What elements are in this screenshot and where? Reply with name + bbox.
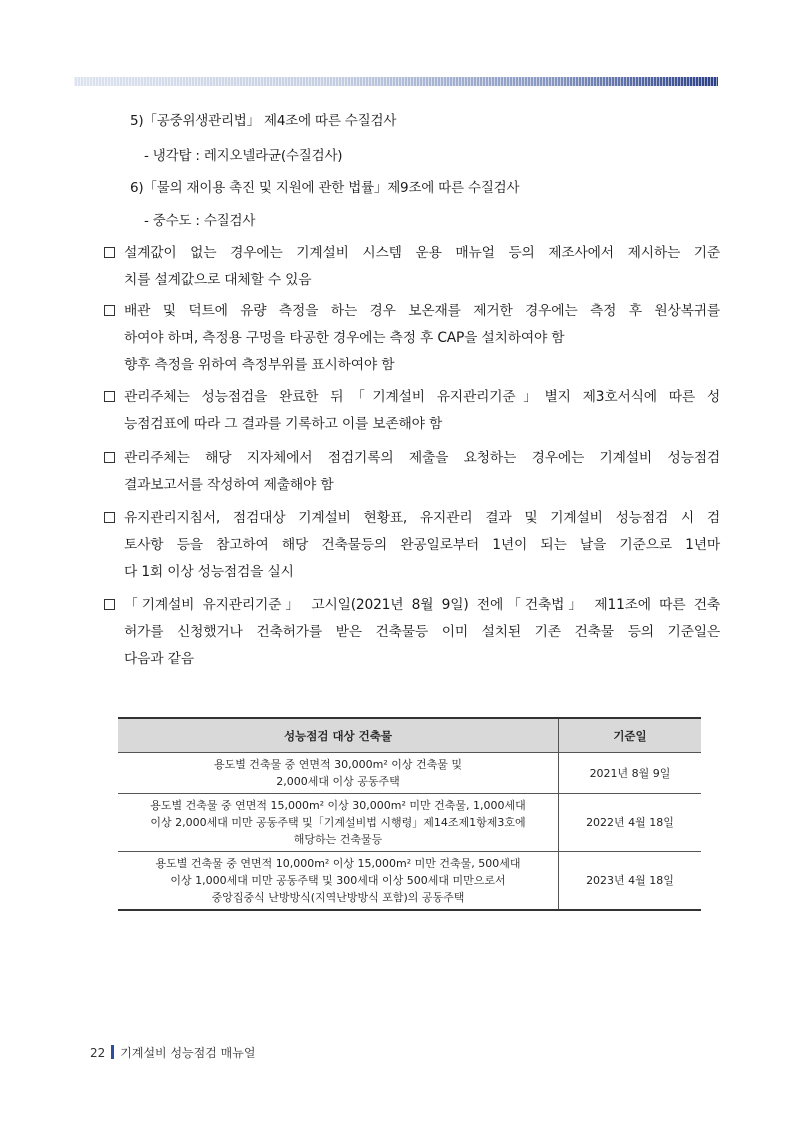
row-date: 2022년 4월 18일 [559, 794, 702, 852]
row-description [118, 753, 559, 794]
checkbox-square-icon [104, 512, 115, 523]
paragraph-line: 허가를 신청했거나 건축허가를 받은 건축물등 이미 설치된 기존 건축물 등의 기준일은 [124, 624, 720, 640]
paragraph-line: 하여야 하며, 측정용 구멍을 타공한 경우에는 측정 후 CAP을 설치하여야 함 [124, 330, 565, 346]
desc-line: 이상 1,000세대 미만 공동주택 및 300세대 이상 500세대 미만으로서 [170, 874, 506, 887]
desc-line: 용도별 건축물 중 연면적 30,000m² 이상 건축물 및 [213, 758, 463, 771]
paragraph-line: 다음과 같음 [124, 651, 194, 667]
paragraph-line: 치를 설계값으로 대체할 수 있음 [124, 272, 312, 288]
desc-line: 2,000세대 이상 공동주택 [276, 775, 400, 788]
paragraph-line: 토사항 등을 참고하여 해당 건축물등의 완공일로부터 1년이 되는 날을 기준으로 1년마 [124, 537, 720, 553]
table-row [118, 794, 701, 852]
checkbox-square-icon [104, 305, 115, 316]
paragraph-line: 향후 측정을 위하여 측정부위를 표시하여야 함 [124, 357, 395, 373]
checkbox-square-icon [104, 599, 115, 610]
paragraph-line: 결과보고서를 작성하여 제출해야 함 [124, 477, 334, 493]
table-header-row [118, 718, 701, 753]
row-date: 2023년 4월 18일 [559, 852, 702, 911]
paragraph-line: 배관 및 덕트에 유량 측정을 하는 경우 보온재를 제거한 경우에는 측정 후 원상복귀를 [124, 303, 720, 319]
table-row [118, 753, 701, 794]
paragraph-line: 관리주체는 해당 지자체에서 점검기록의 제출을 요청하는 경우에는 기계설비 성능점검 [124, 450, 720, 466]
header-standard-date: 기준일 [559, 718, 702, 753]
footer-divider [111, 1045, 114, 1059]
page-footer [90, 1044, 255, 1061]
row-description [118, 794, 559, 852]
header-target-building: 성능점검 대상 건축물 [118, 718, 559, 753]
item-5-sub: - 냉각탑 : 레지오넬라균(수질검사) [144, 148, 343, 164]
paragraph-line: 능점검표에 따라 그 결과를 기록하고 이를 보존해야 함 [124, 416, 443, 432]
desc-line: 중앙집중식 난방방식(지역난방방식 포함)의 공동주택 [211, 891, 465, 904]
checkbox-square-icon [104, 391, 115, 402]
paragraph-line: 설계값이 없는 경우에는 기계설비 시스템 운용 매뉴얼 등의 제조사에서 제시하는 기준 [124, 245, 720, 261]
desc-line: 용도별 건축물 중 연면적 10,000m² 이상 15,000m² 미만 건축물, 500세대 [155, 857, 521, 870]
desc-line: 이상 2,000세대 미만 공동주택 및「기계설비법 시행령」제14조제1항제3호에 [150, 816, 526, 829]
item-6-sub: - 중수도 : 수질검사 [144, 213, 256, 229]
row-date: 2021년 8월 9일 [559, 753, 702, 794]
paragraph-line: 유지관리지침서, 점검대상 기계설비 현황표, 유지관리 결과 및 기계설비 성능점검 시 검 [124, 510, 720, 526]
page-number: 22 [90, 1046, 106, 1060]
standard-date-table [118, 717, 701, 911]
checkbox-square-icon [104, 452, 115, 463]
paragraph-line: 관리주체는 성능점검을 완료한 뒤「기계설비 유지관리기준」별지 제3호서식에 따른 성 [124, 389, 720, 405]
desc-line: 해당하는 건축물등 [293, 833, 383, 846]
checkbox-square-icon [104, 247, 115, 258]
table-row [118, 852, 701, 911]
item-5: 5)「공중위생관리법」 제4조에 따른 수질검사 [130, 113, 397, 129]
row-description [118, 852, 559, 911]
header-decoration-bar [74, 77, 718, 86]
desc-line: 용도별 건축물 중 연면적 15,000m² 이상 30,000m² 미만 건축물, 1,000세대 [150, 799, 526, 812]
paragraph-line: 다 1회 이상 성능점검을 실시 [124, 564, 294, 580]
paragraph-line: 「기계설비 유지관리기준」 고시일(2021년 8월 9일) 전에「건축법」 제11조에 따른 건축 [124, 597, 720, 613]
footer-title: 기계설비 성능점검 매뉴얼 [120, 1046, 256, 1060]
item-6: 6)「물의 재이용 촉진 및 지원에 관한 법률」제9조에 따른 수질검사 [130, 180, 520, 196]
